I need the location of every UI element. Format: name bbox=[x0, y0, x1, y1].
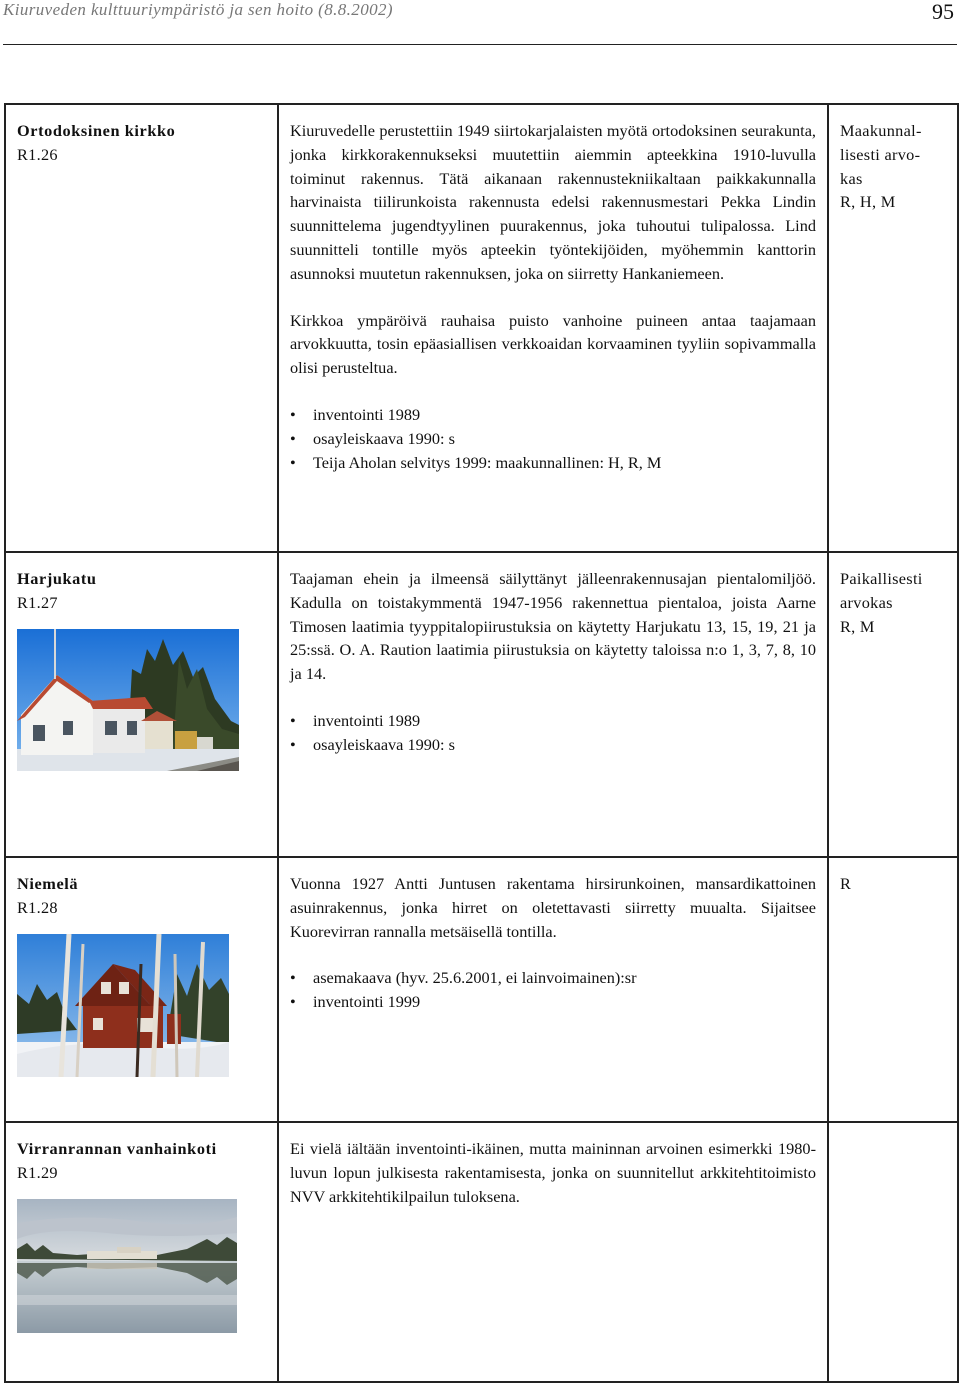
list-item-text: osayleiskaava 1990: s bbox=[313, 734, 455, 754]
list-item bbox=[290, 403, 816, 427]
description-cell bbox=[278, 1122, 828, 1382]
reference-list bbox=[290, 709, 816, 757]
list-item-text: Teija Aholan selvitys 1999: maakunnallinen: H, R, M bbox=[313, 452, 662, 472]
description-paragraph: Kiuruvedelle perustettiin 1949 siirtokarjalaisten myötä ortodoksinen seurakunta, jonka kirkkorakennukseksi muutettiin aiemmin apteekkina 1910-luvulla toiminut rakennus. Tätä aikanaan rakennustekniikaltaan paikkakunnalla harvinaista tiilirunkoista rakennusta edelsi rakennusmestari Pekka Lindin suunnittelema jugendtyylinen puurakennus, joka tuhoutui tulipalossa. Lind suunnitteli tontille myös apteekin työntekijöiden, myöhemmin kanttorin asunnoksi muutetun rakennuksen, joka on siirretty Hankaniemeen. bbox=[290, 121, 816, 283]
page-number: 95 bbox=[932, 0, 954, 24]
list-item-text: osayleiskaava 1990: s bbox=[313, 428, 455, 448]
site-name: Ortodoksinen kirkko bbox=[17, 121, 176, 140]
value-line: R, M bbox=[840, 616, 875, 636]
value-line: lisesti arvo- bbox=[840, 144, 921, 164]
list-item bbox=[290, 709, 816, 733]
site-name: Virranrannan vanhainkoti bbox=[17, 1139, 217, 1158]
site-code: R1.29 bbox=[17, 1162, 58, 1182]
table-row bbox=[5, 552, 958, 857]
description-paragraph: Vuonna 1927 Antti Juntusen rakentama hirsirunkoinen, mansardikattoinen asuinrakennus, jonka hirret on oletettavasti siirretty muualta. Sijaitsee Kuorevirran rannalla metsäisellä tontilla. bbox=[290, 874, 816, 941]
list-item bbox=[290, 990, 816, 1014]
description-paragraph: Taajaman ehein ja ilmeensä säilyttänyt jälleenrakennusajan pientalomiljöö. Kadulla on toistakymmentä 1947-1956 rakennettua pientaloa, joista Aarne Timosen laatimia tyyppitalopiirustuksia on käytetty Harjukatu 13, 15, 19, 21 ja 25:ssä. O. A. Raution laatimia piirustuksia on käytetty taloissa n:o 1, 3, 7, 8, 10 ja 14. bbox=[290, 569, 816, 684]
list-item-text: inventointi 1989 bbox=[313, 404, 421, 424]
site-cell bbox=[5, 104, 278, 552]
lakeside-building-photo bbox=[17, 1199, 237, 1333]
bullet-icon: • bbox=[290, 710, 296, 730]
reference-list bbox=[290, 403, 816, 474]
bullet-icon: • bbox=[290, 992, 296, 1012]
list-item bbox=[290, 451, 816, 475]
value-line: R, H, M bbox=[840, 192, 896, 212]
list-item-text: inventointi 1989 bbox=[313, 710, 421, 730]
street-houses-photo bbox=[17, 629, 239, 771]
value-line: arvokas bbox=[840, 592, 893, 612]
description-cell bbox=[278, 552, 828, 857]
site-code: R1.26 bbox=[17, 144, 58, 164]
site-cell bbox=[5, 1122, 278, 1382]
list-item bbox=[290, 966, 816, 990]
list-item bbox=[290, 733, 816, 757]
description-paragraph: Kirkkoa ympäröivä rauhaisa puisto vanhoine puineen antaa taajamaan arvokkuutta, tosin epäasiallisen verkkoaidan korvaaminen tyyliin sopivammalla olisi perusteltua. bbox=[290, 310, 816, 378]
bullet-icon: • bbox=[290, 968, 296, 988]
running-header-title: Kiuruveden kulttuuriympäristö ja sen hoito (8.8.2002) bbox=[3, 0, 393, 19]
value-cell bbox=[828, 104, 958, 552]
bullet-icon: • bbox=[290, 428, 296, 448]
table-row bbox=[5, 857, 958, 1122]
value-cell bbox=[828, 1122, 958, 1382]
value-line: R bbox=[840, 874, 852, 893]
value-line: Paikallisesti bbox=[840, 569, 923, 588]
site-name: Harjukatu bbox=[17, 569, 97, 588]
value-cell bbox=[828, 857, 958, 1122]
description-cell bbox=[278, 104, 828, 552]
description-cell bbox=[278, 857, 828, 1122]
site-code: R1.27 bbox=[17, 592, 58, 612]
reference-list bbox=[290, 966, 816, 1014]
list-item-text: asemakaava (hyv. 25.6.2001, ei lainvoimainen):sr bbox=[313, 968, 637, 988]
site-name: Niemelä bbox=[17, 874, 79, 893]
bullet-icon: • bbox=[290, 404, 296, 424]
list-item bbox=[290, 427, 816, 451]
table-row bbox=[5, 1122, 958, 1382]
value-line: kas bbox=[840, 168, 863, 188]
table-row bbox=[5, 104, 958, 552]
site-cell bbox=[5, 552, 278, 857]
list-item-text: inventointi 1999 bbox=[313, 992, 421, 1012]
log-house-photo bbox=[17, 934, 229, 1077]
value-line: Maakunnal- bbox=[840, 121, 922, 140]
inventory-table bbox=[4, 103, 959, 1383]
bullet-icon: • bbox=[290, 734, 296, 754]
site-cell bbox=[5, 857, 278, 1122]
header-divider bbox=[3, 44, 957, 45]
value-cell bbox=[828, 552, 958, 857]
bullet-icon: • bbox=[290, 452, 296, 472]
description-paragraph: Ei vielä iältään inventointi-ikäinen, mutta maininnan arvoinen esimerkki 1980-luvun lopun julkisesta rakentamisesta, jonka on suunnitellut arkkitehtitoimisto NVV arkkitehtikilpailun tuloksena. bbox=[290, 1139, 816, 1206]
site-code: R1.28 bbox=[17, 897, 58, 917]
